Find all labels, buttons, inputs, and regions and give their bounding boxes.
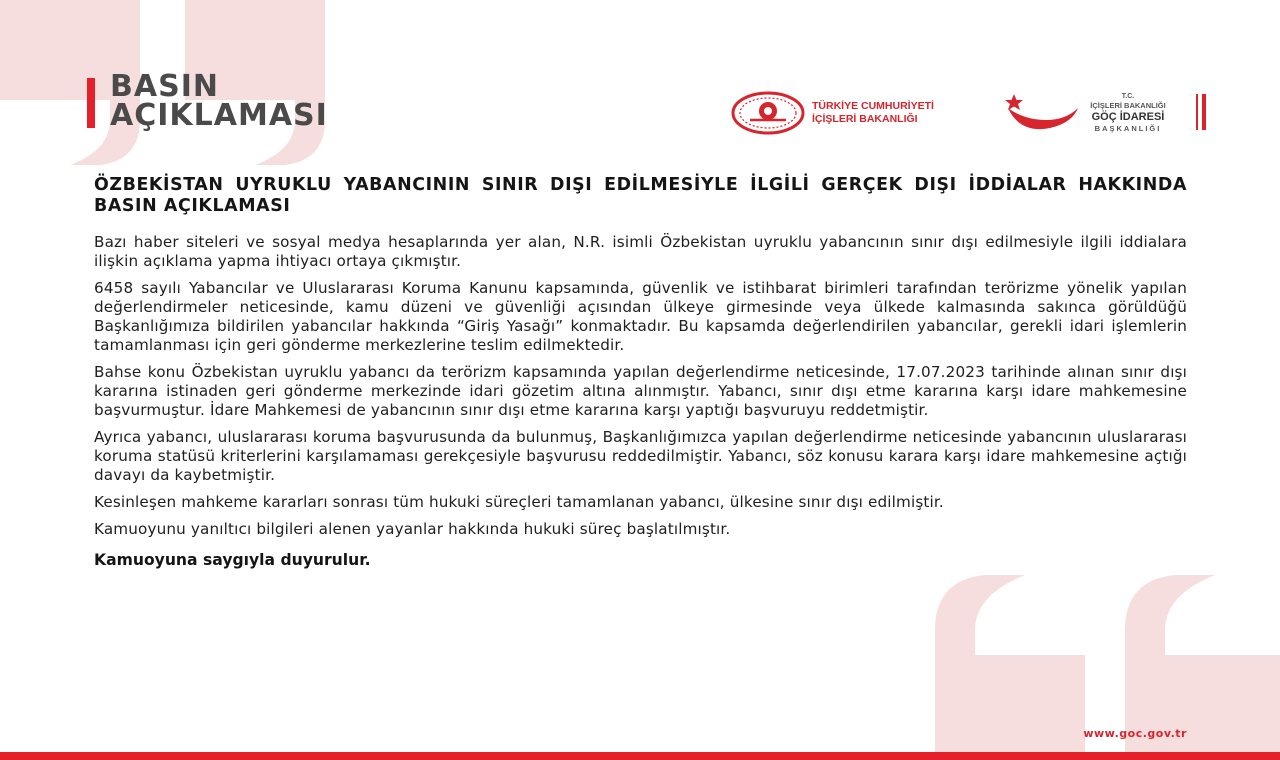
goc-line-4: BAŞKANLIĞI: [1094, 124, 1162, 133]
goc-logo-text: [1088, 92, 1168, 134]
paragraph-5: Kesinleşen mahkeme kararları sonrası tüm hukuki süreçleri tamamlanan yabancı, ülkesine sınır dışı edilmiştir.: [94, 493, 944, 511]
bottom-accent-strip: [0, 752, 1280, 760]
document-headline: ÖZBEKİSTAN UYRUKLU YABANCININ SINIR DIŞI EDİLMESİYLE İLGİLİ GERÇEK DIŞI İDDİALAR HAKKINDA BASIN AÇIKLAMASI: [94, 175, 1187, 216]
goc-line-3: GÖÇ İDARESİ: [1091, 111, 1165, 123]
press-release-body: [94, 175, 1187, 570]
goc-idaresi-logo: [1000, 90, 1210, 136]
title-line-2: AÇIKLAMASI: [110, 98, 328, 133]
ministry-logo-text: [812, 100, 934, 126]
goc-line-2: İÇİŞLERİ BAKANLIĞI: [1090, 101, 1166, 110]
ministry-logo: [730, 90, 980, 136]
website-link[interactable]: www.goc.gov.tr: [1083, 727, 1187, 740]
paragraph-4: Ayrıca yabancı, uluslararası koruma başvurusunda da bulunmuş, Başkanlığımızca yapılan değerlendirme neticesinde yabancının uluslararası koruma statüsü kriterlerini karşılamaması gerekçesiyle başvurusu reddedilmiştir. Yabancı, söz konusu karara karşı idare mahkemesine açtığı davayı da kaybetmiştir.: [94, 428, 1187, 484]
ministry-emblem-icon: [730, 90, 806, 136]
page-header: [0, 0, 1280, 150]
paragraph-6: Kamuoyunu yanıltıcı bilgileri alenen yayanlar hakkında hukuki süreç başlatılmıştır.: [94, 520, 731, 538]
goc-line-1: T.C.: [1121, 93, 1135, 100]
logo-accent-bars: [1196, 94, 1208, 130]
closing-statement: Kamuoyuna saygıyla duyurulur.: [94, 551, 371, 569]
page-title: [110, 69, 328, 133]
paragraph-3: Bahse konu Özbekistan uyruklu yabancı da terörizm kapsamında yapılan değerlendirme neticesinde, 17.07.2023 tarihinde alınan sınır dışı kararına istinaden geri gönderme merkezinde idari gözetim altına alınmıştır. Yabancı, sınır dışı etme kararına karşı idare mahkemesine başvurmuştur. İdare Mahkemesi de yabancının sınır dışı etme kararına karşı yaptığı başvuruyu reddetmiştir.: [94, 363, 1187, 419]
paragraph-2: 6458 sayılı Yabancılar ve Uluslararası Koruma Kanunu kapsamında, güvenlik ve istihbarat birimleri tarafından terörizme yönelik yapılan değerlendirmeler neticesinde, kamu düzeni ve güvenliği açısından ülkeye girmesinde veya ülkede kalmasında sakınca görüldüğü Başkanlığımıza bildirilen yabancılar hakkında “Giriş Yasağı” konmaktadır. Bu kapsamda değerlendirilen yabancılar, gerekli idari işlemlerin tamamlanması için geri gönderme merkezlerine teslim edilmektedir.: [94, 279, 1187, 354]
title-line-1: BASIN: [110, 69, 219, 104]
ministry-line-2: İÇİŞLERİ BAKANLIĞI: [812, 113, 918, 125]
title-accent-bar: [87, 78, 95, 128]
ministry-line-1: TÜRKİYE CUMHURİYETİ: [812, 100, 934, 112]
paragraph-1: Bazı haber siteleri ve sosyal medya hesaplarında yer alan, N.R. isimli Özbekistan uyruklu yabancının sınır dışı edilmesiyle ilgili iddialara ilişkin açıklama yapma ihtiyacı ortaya çıkmıştır.: [94, 233, 1187, 270]
crescent-star-icon: [1000, 90, 1080, 136]
